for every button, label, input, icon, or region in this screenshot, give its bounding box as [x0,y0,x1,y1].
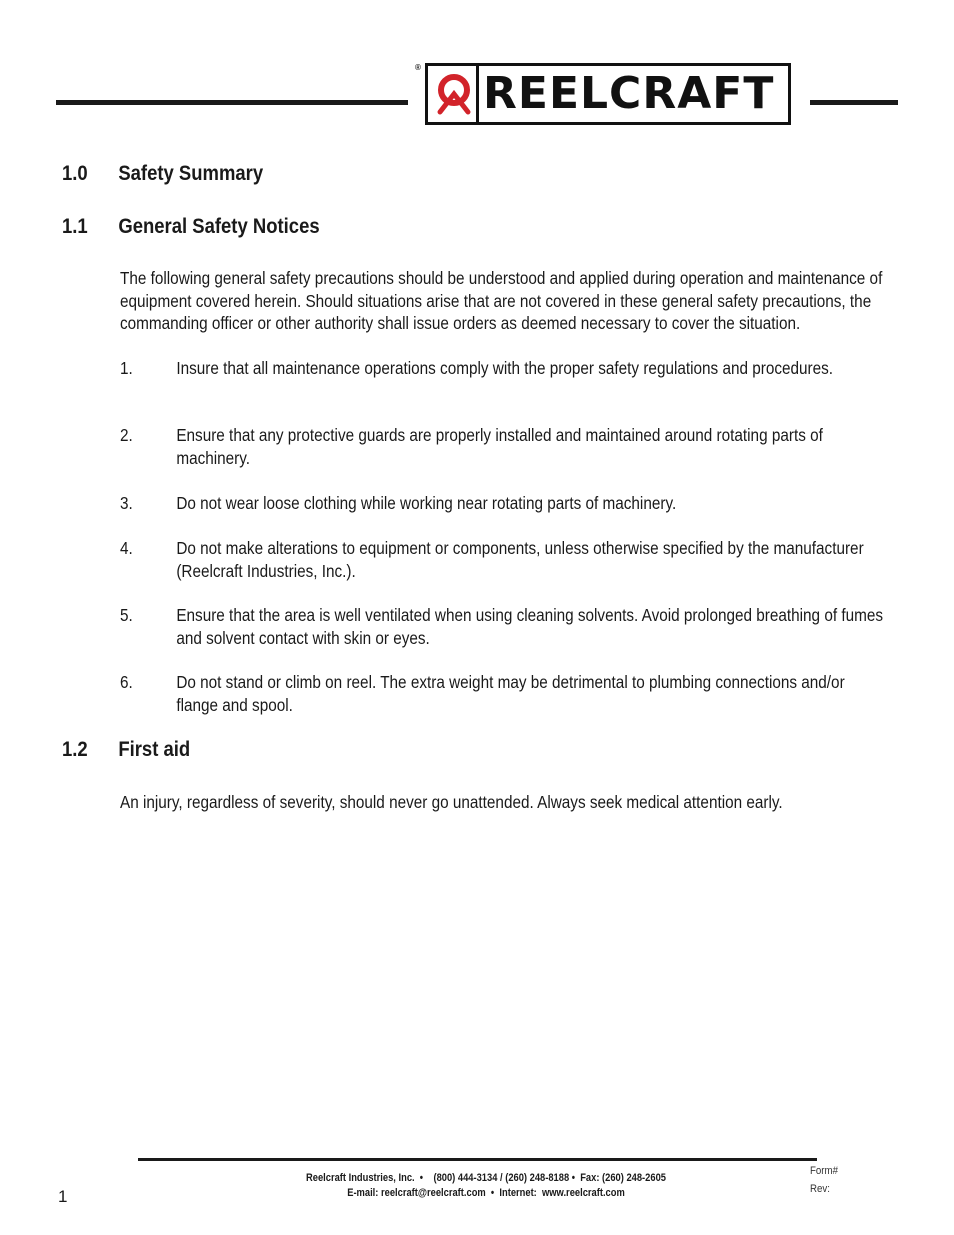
section-heading-safety-summary [62,162,263,186]
page-number: 1 [58,1187,68,1206]
reel-logo-icon [434,72,474,116]
list-item-number: 5. [120,605,133,625]
section-title: First aid [118,738,191,761]
section-number: 1.1 [62,215,88,238]
safety-list-item [120,357,886,380]
header-rule-left [56,100,408,105]
registered-mark: ® [415,63,421,72]
safety-list-item [120,671,886,716]
first-aid-paragraph: An injury, regardless of severity, should never go unattended. Always seek medical attention early. [120,792,783,812]
list-item-number: 6. [120,672,133,692]
safety-intro-paragraph: The following general safety precautions should be understood and applied during operation and maintenance of equipment covered herein. Should situations arise that are not covered in these general safety precautions, the commanding officer or other authority shall issue orders as deemed necessary to cover the situation. [120,268,883,333]
list-item-text: Do not make alterations to equipment or components, unless otherwise specified by the manufacturer (Reelcraft Industries, Inc.). [176,538,864,581]
section-heading-first-aid [62,738,190,762]
section-title: General Safety Notices [118,215,320,238]
safety-list-item [120,492,886,515]
section-title: Safety Summary [118,162,264,185]
reelcraft-logo [415,63,791,125]
list-item-number: 3. [120,493,133,513]
list-item-number: 2. [120,425,133,445]
list-item-text: Ensure that the area is well ventilated when using cleaning solvents. Avoid prolonged breathing of fumes and solvent contact with skin or eyes. [176,605,884,648]
form-number-label: Form# [810,1165,838,1177]
list-item-number: 4. [120,538,133,558]
footer-rule [138,1158,817,1161]
safety-list-item [120,537,886,582]
safety-list-item [120,604,886,649]
section-number: 1.0 [62,162,88,185]
list-item-text: Ensure that any protective guards are properly installed and maintained around rotating parts of machinery. [176,425,823,468]
logo-wordmark: REELCRAFT [483,68,775,119]
list-item-text: Do not stand or climb on reel. The extra weight may be detrimental to plumbing connections and/or flange and spool. [176,672,845,715]
revision-label: Rev: [810,1183,830,1195]
header-rule-right [810,100,898,105]
safety-list-item [120,424,886,469]
footer-contact-web: E-mail: reelcraft@reelcraft.com • Internet: www.reelcraft.com [347,1187,625,1199]
section-number: 1.2 [62,738,88,761]
footer-contact-phone: Reelcraft Industries, Inc. • (800) 444-3134 / (260) 248-8188 • Fax: (260) 248-2605 [306,1172,666,1184]
list-item-text: Insure that all maintenance operations comply with the proper safety regulations and procedures. [176,358,834,378]
list-item-text: Do not wear loose clothing while working near rotating parts of machinery. [176,493,677,513]
section-heading-general-safety-notices [62,215,320,239]
list-item-number: 1. [120,358,133,378]
logo-divider [476,66,479,122]
